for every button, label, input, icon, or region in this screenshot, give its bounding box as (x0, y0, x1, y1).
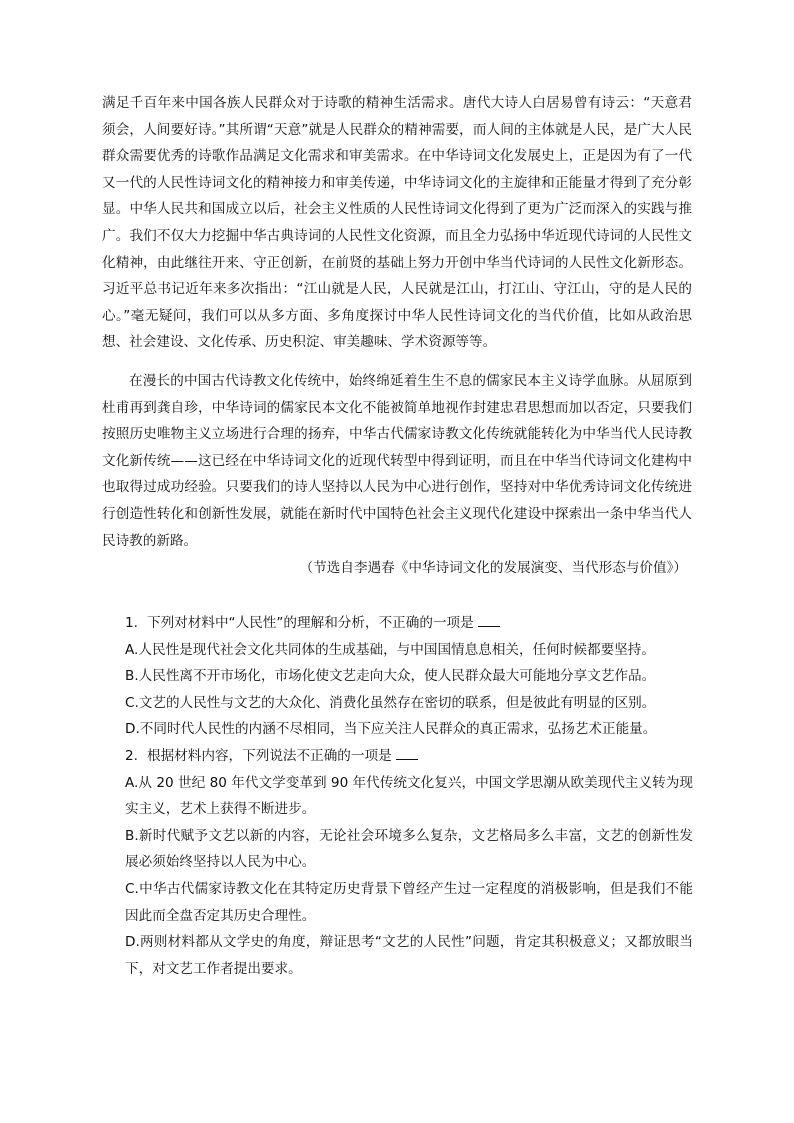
passage-source: （节选自李遇春《中华诗词文化的发展演变、当代形态与价值》） (299, 560, 687, 576)
answer-blank[interactable] (478, 612, 500, 627)
option-c: C.中华古代儒家诗教文化在其特定历史背景下曾经产生过一定程度的消极影响，但是我们不能因此而全盘否定其历史合理性。 (125, 880, 693, 924)
passage-paragraph-1: 满足千百年来中国各族人民群众对于诗歌的精神生活需求。唐代大诗人白居易曾有诗云：“天意君须会，人间要好诗。”其所谓“天意”就是人民群众的精神需要，而人间的主体就是人民，是广大人民群众需要优秀的诗歌作品满足文化需求和审美需求。在中华诗词文化发展史上，正是因为有了一代又一代的人民性诗词文化的精神接力和审美传递，中华诗词文化的主旋律和正能量才得到了充分彰显。中华人民共和国成立以后，社会主义性质的人民性诗词文化得到了更为广泛而深入的实践与推广。我们不仅大力挖掘中华古典诗词的人民性文化资源，而且全力弘扬中华近现代诗词的人民性文化精神，由此继往开来、守正创新，在前贤的基础上努力开创中华当代诗词的人民性文化新形态。习近平总书记近年来多次指出：“江山就是人民，人民就是江山，打江山、守江山，守的是人民的心。”毫无疑问，我们可以从多方面、多角度探讨中华人民性诗词文化的当代价值，比如从政治思想、社会建设、文化传承、历史积淀、审美趣味、学术资源等等。 (102, 95, 692, 351)
passage-paragraph-2: 在漫长的中国古代诗教文化传统中，始终绵延着生生不息的儒家民本主义诗学血脉。从屈原到杜甫再到龚自珍，中华诗词的儒家民本文化不能被简单地视作封建忠君思想而加以否定，只要我们按照历史唯物主义立场进行合理的扬弃，中华古代儒家诗教文化传统就能转化为中华当代人民诗教文化新传统——这已经在中华诗词文化的近现代转型中得到证明，而且在中华当代诗词文化建构中也取得过成功经验。只要我们的诗人坚持以人民为中心进行创作，坚持对中华优秀诗词文化传统进行创造性转化和创新性发展，就能在新时代中国特色社会主义现代化建设中探索出一条中华当代人民诗教的新路。 (102, 373, 692, 549)
question-number: 2. (125, 747, 138, 764)
question-1 (125, 610, 693, 743)
question-2 (125, 743, 693, 982)
question-number: 1. (125, 615, 138, 631)
option-a: A.从 20 世纪 80 年代文学变革到 90 年代传统文化复兴，中国文学思潮从欧美现代主义转为现实主义，艺术上获得不断进步。 (125, 774, 693, 818)
question-stem (125, 743, 693, 770)
option-b: B.人民性离不开市场化，市场化使文艺走向大众，使人民群众最大可能地分享文艺作品。 (125, 668, 656, 685)
option-c: C.文艺的人民性与文艺的大众化、消费化虽然存在密切的联系，但是彼此有明显的区别。 (125, 694, 656, 711)
question-stem-text: 下列对材料中“人民性”的理解和分析，不正确的一项是 (147, 615, 474, 631)
option-d: D.不同时代人民性的内涵不尽相同，当下应关注人民群众的真正需求，弘扬艺术正能量。 (125, 721, 657, 738)
answer-blank[interactable] (396, 745, 418, 760)
question-list (125, 610, 693, 982)
question-stem (125, 610, 693, 637)
option-a: A.人民性是现代社会文化共同体的生成基础，与中国国情息息相关，任何时候都要坚持。 (125, 641, 655, 658)
option-b: B.新时代赋予文艺以新的内容，无论社会环境多么复杂，文艺格局多么丰富，文艺的创新性发展必须始终坚持以人民为中心。 (125, 827, 693, 871)
question-stem-text: 根据材料内容，下列说法不正确的一项是 (147, 747, 392, 764)
option-d: D.两则材料都从文学史的角度，辩证思考“文艺的人民性”问题，肯定其积极意义；又都放眼当下，对文艺工作者提出要求。 (125, 934, 693, 977)
